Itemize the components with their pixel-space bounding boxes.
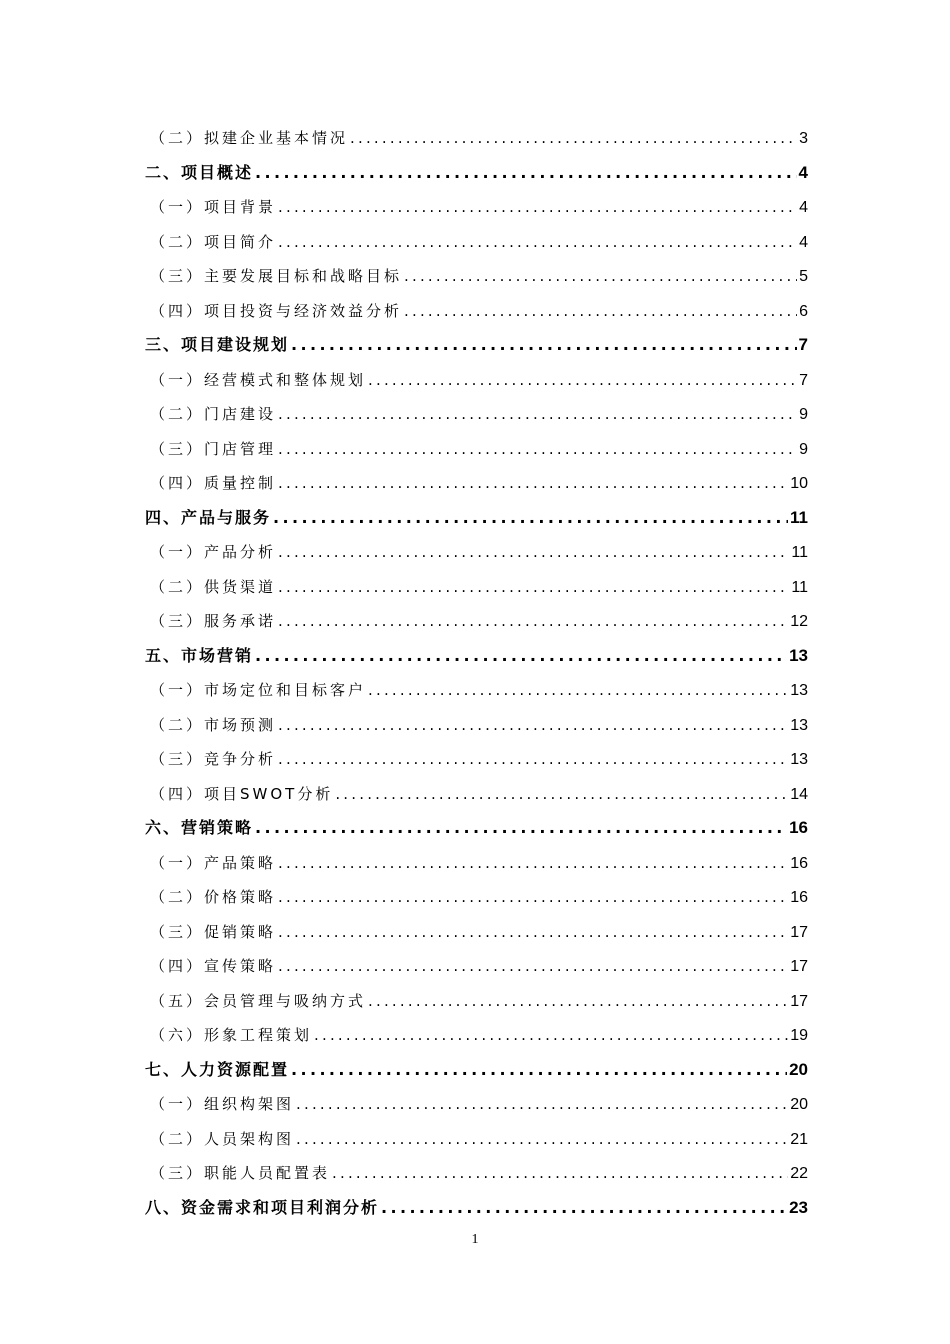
toc-chapter-entry[interactable] — [145, 1053, 808, 1088]
toc-dot-leader — [368, 673, 788, 708]
toc-entry-title: （三）门店管理 — [150, 439, 277, 458]
toc-dot-leader — [278, 432, 797, 467]
toc-dot-leader — [278, 225, 797, 260]
toc-entry-title: （二）拟建企业基本情况 — [150, 129, 349, 147]
toc-entry-title: （三）促销策略 — [150, 922, 277, 941]
toc-section-entry[interactable] — [145, 570, 808, 605]
toc-section-entry[interactable] — [145, 949, 808, 984]
toc-dot-leader — [278, 708, 788, 743]
toc-entry-title: （三）竞争分析 — [150, 750, 277, 768]
toc-section-entry[interactable] — [145, 1156, 808, 1191]
toc-chapter-entry[interactable] — [145, 1191, 808, 1226]
toc-section-entry[interactable] — [145, 432, 808, 467]
toc-entry-title: 五、市场营销 — [145, 645, 254, 665]
toc-entry-title: （一）产品分析 — [150, 543, 277, 561]
toc-entry-page-number: 4 — [798, 162, 808, 182]
toc-entry-page-number: 23 — [789, 1197, 808, 1217]
toc-chapter-entry[interactable] — [145, 156, 808, 191]
toc-section-entry[interactable] — [145, 1087, 808, 1122]
toc-section-entry[interactable] — [145, 846, 808, 881]
toc-dot-leader — [278, 742, 788, 777]
toc-entry-page-number: 21 — [790, 1130, 808, 1148]
toc-entry-title: （二）人员架构图 — [150, 1129, 295, 1148]
toc-entry-title: （二）门店建设 — [150, 405, 277, 423]
toc-entry-page-number: 13 — [789, 645, 808, 665]
toc-entry-title: （三）职能人员配置表 — [150, 1164, 331, 1182]
toc-entry-title: 六、营销策略 — [145, 818, 254, 837]
toc-entry-title: 七、人力资源配置 — [145, 1059, 290, 1079]
toc-section-entry[interactable] — [145, 397, 808, 432]
toc-dot-leader — [332, 1156, 788, 1191]
toc-entry-page-number: 14 — [790, 785, 808, 803]
toc-entry-page-number: 11 — [791, 578, 808, 596]
toc-dot-leader — [278, 535, 789, 570]
toc-entry-page-number: 22 — [790, 1165, 808, 1182]
toc-entry-page-number: 16 — [790, 854, 808, 872]
toc-dot-leader — [278, 570, 789, 605]
toc-section-entry[interactable] — [145, 604, 808, 639]
toc-section-entry[interactable] — [145, 708, 808, 743]
toc-entry-page-number: 12 — [790, 613, 808, 630]
toc-entry-page-number: 11 — [791, 544, 808, 561]
toc-entry-page-number: 9 — [799, 406, 808, 423]
toc-dot-leader — [255, 811, 787, 846]
toc-entry-page-number: 16 — [789, 818, 808, 837]
toc-entry-page-number: 7 — [798, 335, 808, 354]
toc-entry-page-number: 4 — [799, 199, 808, 216]
toc-section-entry[interactable] — [145, 880, 808, 915]
table-of-contents — [145, 121, 808, 1225]
toc-section-entry[interactable] — [145, 225, 808, 260]
toc-dot-leader — [291, 328, 797, 363]
toc-entry-page-number: 3 — [799, 130, 808, 147]
toc-dot-leader — [278, 397, 797, 432]
toc-dot-leader — [296, 1122, 788, 1157]
toc-entry-title: （四）质量控制 — [150, 474, 277, 492]
toc-entry-title: （六）形象工程策划 — [150, 1026, 313, 1044]
toc-entry-page-number: 13 — [790, 716, 808, 734]
toc-entry-title: （二）市场预测 — [150, 715, 277, 734]
toc-entry-title: （三）服务承诺 — [150, 612, 277, 630]
toc-chapter-entry[interactable] — [145, 501, 808, 536]
toc-dot-leader — [255, 156, 797, 191]
toc-chapter-entry[interactable] — [145, 811, 808, 846]
toc-entry-page-number: 17 — [790, 958, 808, 975]
toc-dot-leader — [314, 1018, 788, 1053]
toc-dot-leader — [278, 846, 788, 881]
toc-entry-page-number: 6 — [799, 302, 808, 320]
toc-entry-page-number: 20 — [789, 1059, 808, 1079]
toc-entry-page-number: 10 — [790, 475, 808, 492]
toc-entry-page-number: 19 — [790, 1027, 808, 1044]
toc-section-entry[interactable] — [145, 1122, 808, 1157]
toc-entry-title: （二）供货渠道 — [150, 577, 277, 596]
toc-section-entry[interactable] — [145, 673, 808, 708]
toc-entry-title: 二、项目概述 — [145, 162, 254, 182]
page-number: 1 — [471, 1232, 479, 1247]
toc-chapter-entry[interactable] — [145, 328, 808, 363]
toc-section-entry[interactable] — [145, 915, 808, 950]
toc-entry-title: （一）经营模式和整体规划 — [150, 370, 367, 389]
toc-entry-page-number: 13 — [790, 751, 808, 768]
toc-entry-page-number: 9 — [799, 440, 808, 458]
toc-section-entry[interactable] — [145, 466, 808, 501]
toc-section-entry[interactable] — [145, 259, 808, 294]
toc-entry-title: （四）项目SWOT分析 — [150, 784, 334, 803]
toc-entry-title: 八、资金需求和项目利润分析 — [145, 1197, 380, 1217]
toc-dot-leader — [291, 1053, 787, 1088]
toc-section-entry[interactable] — [145, 190, 808, 225]
toc-entry-page-number: 5 — [799, 268, 808, 285]
toc-dot-leader — [404, 259, 797, 294]
toc-entry-title: （四）宣传策略 — [150, 957, 277, 975]
toc-dot-leader — [368, 984, 788, 1019]
toc-entry-title: （五）会员管理与吸纳方式 — [150, 991, 367, 1010]
toc-dot-leader — [278, 880, 788, 915]
toc-section-entry[interactable] — [145, 294, 808, 329]
toc-entry-title: （二）项目简介 — [150, 232, 277, 251]
toc-entry-page-number: 7 — [799, 371, 808, 389]
toc-entry-title: （一）组织构架图 — [150, 1095, 295, 1113]
toc-entry-title: 四、产品与服务 — [145, 507, 272, 527]
toc-section-entry[interactable] — [145, 1018, 808, 1053]
toc-dot-leader — [278, 915, 788, 950]
toc-entry-page-number: 17 — [790, 923, 808, 941]
toc-entry-title: （三）主要发展目标和战略目标 — [150, 267, 403, 285]
toc-dot-leader — [368, 363, 797, 398]
toc-dot-leader — [255, 639, 787, 674]
toc-entry-page-number: 13 — [790, 682, 808, 699]
toc-section-entry[interactable] — [145, 363, 808, 398]
toc-entry-page-number: 16 — [790, 889, 808, 906]
toc-entry-page-number: 4 — [799, 233, 808, 251]
toc-entry-page-number: 11 — [790, 507, 808, 527]
toc-entry-title: （二）价格策略 — [150, 888, 277, 906]
toc-entry-page-number: 17 — [790, 992, 808, 1010]
toc-dot-leader — [296, 1087, 788, 1122]
toc-section-entry[interactable] — [145, 535, 808, 570]
toc-section-entry[interactable] — [145, 742, 808, 777]
toc-entry-title: （一）市场定位和目标客户 — [150, 681, 367, 699]
toc-section-entry[interactable] — [145, 984, 808, 1019]
toc-section-entry[interactable] — [145, 777, 808, 812]
toc-dot-leader — [350, 121, 797, 156]
toc-section-entry[interactable] — [145, 121, 808, 156]
toc-entry-title: 三、项目建设规划 — [145, 335, 290, 354]
toc-entry-title: （一）项目背景 — [150, 198, 277, 216]
toc-entry-title: （四）项目投资与经济效益分析 — [150, 301, 403, 320]
toc-dot-leader — [273, 501, 788, 536]
toc-entry-title: （一）产品策略 — [150, 853, 277, 872]
toc-dot-leader — [404, 294, 797, 329]
toc-dot-leader — [381, 1191, 787, 1226]
toc-dot-leader — [278, 466, 788, 501]
toc-entry-page-number: 20 — [790, 1096, 808, 1113]
toc-dot-leader — [278, 190, 797, 225]
toc-chapter-entry[interactable] — [145, 639, 808, 674]
toc-dot-leader — [278, 949, 788, 984]
toc-dot-leader — [335, 777, 788, 812]
toc-dot-leader — [278, 604, 788, 639]
